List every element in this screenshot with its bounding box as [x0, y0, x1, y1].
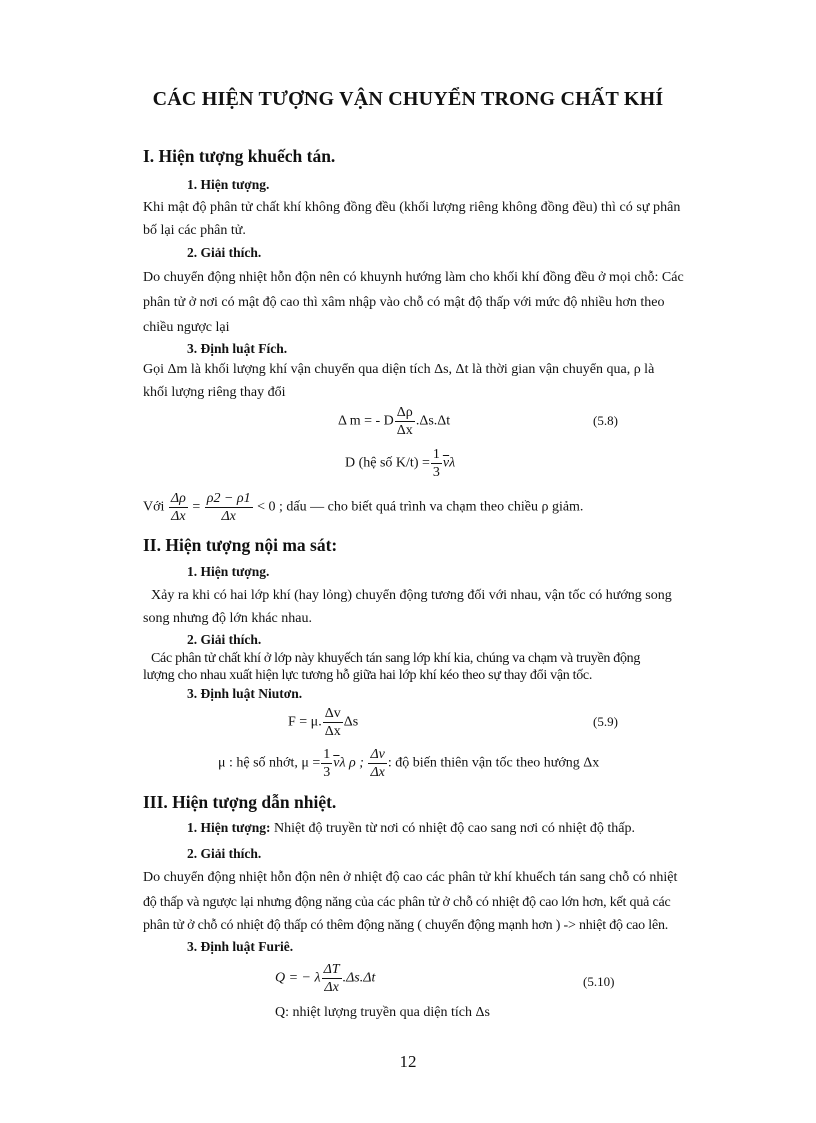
with-tail: < 0 ; dấu — cho biết quá trình va chạm theo chiều ρ giảm.: [257, 499, 584, 515]
s2-phenomenon-heading: 1. Hiện tượng.: [187, 564, 270, 579]
s1-law-heading: 3. Định luật Fích.: [187, 341, 288, 356]
eq-number-5-8: (5.8): [593, 413, 618, 428]
eq510-lhs: Q = − λ: [275, 970, 321, 986]
mu-fraction: [321, 746, 332, 781]
s1-phenomenon-heading: 1. Hiện tượng.: [187, 177, 270, 192]
s2-explain-line-2: lượng cho nhau xuất hiện lực tương hỗ giữa hai lớp khí kéo theo sự thay đổi vận tốc.: [143, 668, 593, 683]
with-numerator-2: ρ2 − ρ1: [206, 491, 251, 506]
with-equals: =: [192, 499, 201, 515]
s3-law-heading: 3. Định luật Furiê.: [187, 939, 294, 954]
eq510-fraction: [322, 961, 342, 996]
eq1-lhs: Δ m = - D: [338, 413, 394, 429]
eq510-numerator: ΔT: [323, 962, 340, 977]
eq59-lhs: F = μ.: [288, 714, 322, 730]
with-numerator-1: Δρ: [170, 491, 186, 506]
equation-diffusion-coefficient: [345, 446, 455, 481]
with-denominator-2: Δx: [221, 509, 236, 524]
mu-numerator: 1: [323, 747, 331, 762]
section-3-heading: III. Hiện tượng dẫn nhiệt.: [143, 792, 337, 812]
s1-explain-line-3: chiều ngược lại: [143, 320, 230, 335]
grad-fraction: [368, 746, 386, 781]
grad-denominator: Δx: [370, 765, 385, 780]
eq59-fraction: [323, 705, 343, 740]
with-denominator-1: Δx: [171, 509, 186, 524]
s3-phenomenon-heading: 1. Hiện tượng:: [187, 820, 271, 835]
with-fraction-1: [169, 490, 188, 525]
mu-rest: λ ρ ;: [339, 755, 364, 771]
s2-explain-heading: 2. Giải thích.: [187, 632, 262, 647]
s3-explain-line-2: độ thấp và ngược lại nhưng động năng của các phân tử ở chỗ có nhiệt độ cao lớn hơn, kết quả các: [143, 895, 671, 910]
equation-5-8: [338, 404, 450, 439]
heat-quantity-note: Q: nhiệt lượng truyền qua diện tích Δs: [275, 1005, 490, 1020]
viscosity-definition: [218, 746, 599, 781]
eq59-numerator: Δv: [324, 706, 341, 721]
density-gradient-note: [143, 490, 583, 525]
eq510-tail: .Δs.Δt: [342, 970, 376, 986]
grad-tail: : độ biến thiên vận tốc theo hướng Δx: [387, 755, 600, 771]
eq59-tail: Δs: [343, 714, 359, 730]
page-number: 12: [399, 1052, 417, 1071]
grad-numerator: Δv: [370, 747, 385, 762]
equation-5-9: [288, 705, 358, 740]
s3-phenomenon-line: [187, 820, 635, 837]
eq1-tail: .Δs.Δt: [415, 413, 451, 429]
eq59-denominator: Δx: [324, 724, 341, 739]
eq-number-5-9: (5.9): [593, 714, 618, 729]
eq2-lhs: D (hệ số K/t) =: [345, 455, 430, 471]
eq2-free-path: λ: [449, 455, 456, 471]
s2-explain-line-1: Các phân tử chất khí ở lớp này khuyếch tán sang lớp khí kia, chúng va chạm và truyền động: [151, 651, 641, 666]
s1-explain-heading: 2. Giải thích.: [187, 245, 262, 260]
s3-explain-heading: 2. Giải thích.: [187, 846, 262, 861]
s2-law-heading: 3. Định luật Niutơn.: [187, 686, 303, 701]
mu-label: μ : hệ số nhớt, μ =: [218, 755, 321, 771]
s1-law-line-2: khối lượng riêng thay đổi: [143, 385, 286, 400]
s3-explain-line-3: phân tử ở chỗ có nhiệt độ thấp có thêm động năng ( chuyển động mạnh hơn ) -> nhiệt độ cao lên.: [143, 918, 669, 933]
section-1-heading: I. Hiện tượng khuếch tán.: [143, 146, 336, 166]
eq510-denominator: Δx: [324, 980, 339, 995]
s1-law-line-1: Gọi Δm là khối lượng khí vận chuyển qua diện tích Δs, Δt là thời gian vận chuyển qua, ρ là: [143, 362, 655, 377]
s2-phenomenon-line-2: song nhưng độ lớn khác nhau.: [143, 611, 312, 626]
equation-5-10: [275, 961, 375, 996]
eq2-fraction: [431, 446, 442, 481]
s3-phenomenon-text: Nhiệt độ truyền từ nơi có nhiệt độ cao sang nơi có nhiệt độ thấp.: [273, 821, 635, 836]
s1-phenomenon-line-2: bố lại các phân tử.: [143, 223, 246, 238]
eq2-mean-speed: $\overline{v}$: [442, 455, 450, 471]
page-title: CÁC HIỆN TƯỢNG VẬN CHUYỂN TRONG CHẤT KHÍ: [152, 88, 664, 110]
eq-number-5-10: (5.10): [583, 974, 615, 989]
mu-denominator: 3: [323, 765, 331, 780]
eq1-fraction: [395, 404, 415, 439]
s2-phenomenon-line-1: Xảy ra khi có hai lớp khí (hay lỏng) chuyển động tương đối với nhau, vận tốc có hướng song: [151, 588, 672, 603]
eq1-denominator: Δx: [396, 423, 413, 438]
s1-explain-line-1: Do chuyển động nhiệt hỗn độn nên có khuynh hướng làm cho khối khí đồng đều ở mọi chỗ: Các: [143, 270, 684, 285]
mu-mean-speed: $\overline{v}$: [333, 755, 340, 771]
section-2-heading: II. Hiện tượng nội ma sát:: [143, 535, 338, 555]
eq2-denominator: 3: [432, 465, 440, 480]
s1-explain-line-2: phân tử ở nơi có mật độ cao thì xâm nhập vào chỗ có mật độ thấp với mức độ nhiều hơn theo: [143, 295, 665, 310]
eq2-numerator: 1: [432, 447, 440, 462]
s1-phenomenon-line-1: Khi mật độ phân tử chất khí không đồng đều (khối lượng riêng không đồng đều) thì có sự phân: [143, 200, 681, 215]
with-fraction-2: [205, 490, 253, 525]
with-label: Với: [143, 499, 165, 515]
s3-explain-line-1: Do chuyển động nhiệt hỗn độn nên ở nhiệt độ cao các phân tử khí khuếch tán sang chỗ có nhiệt: [143, 870, 678, 885]
eq1-numerator: Δρ: [395, 404, 415, 422]
